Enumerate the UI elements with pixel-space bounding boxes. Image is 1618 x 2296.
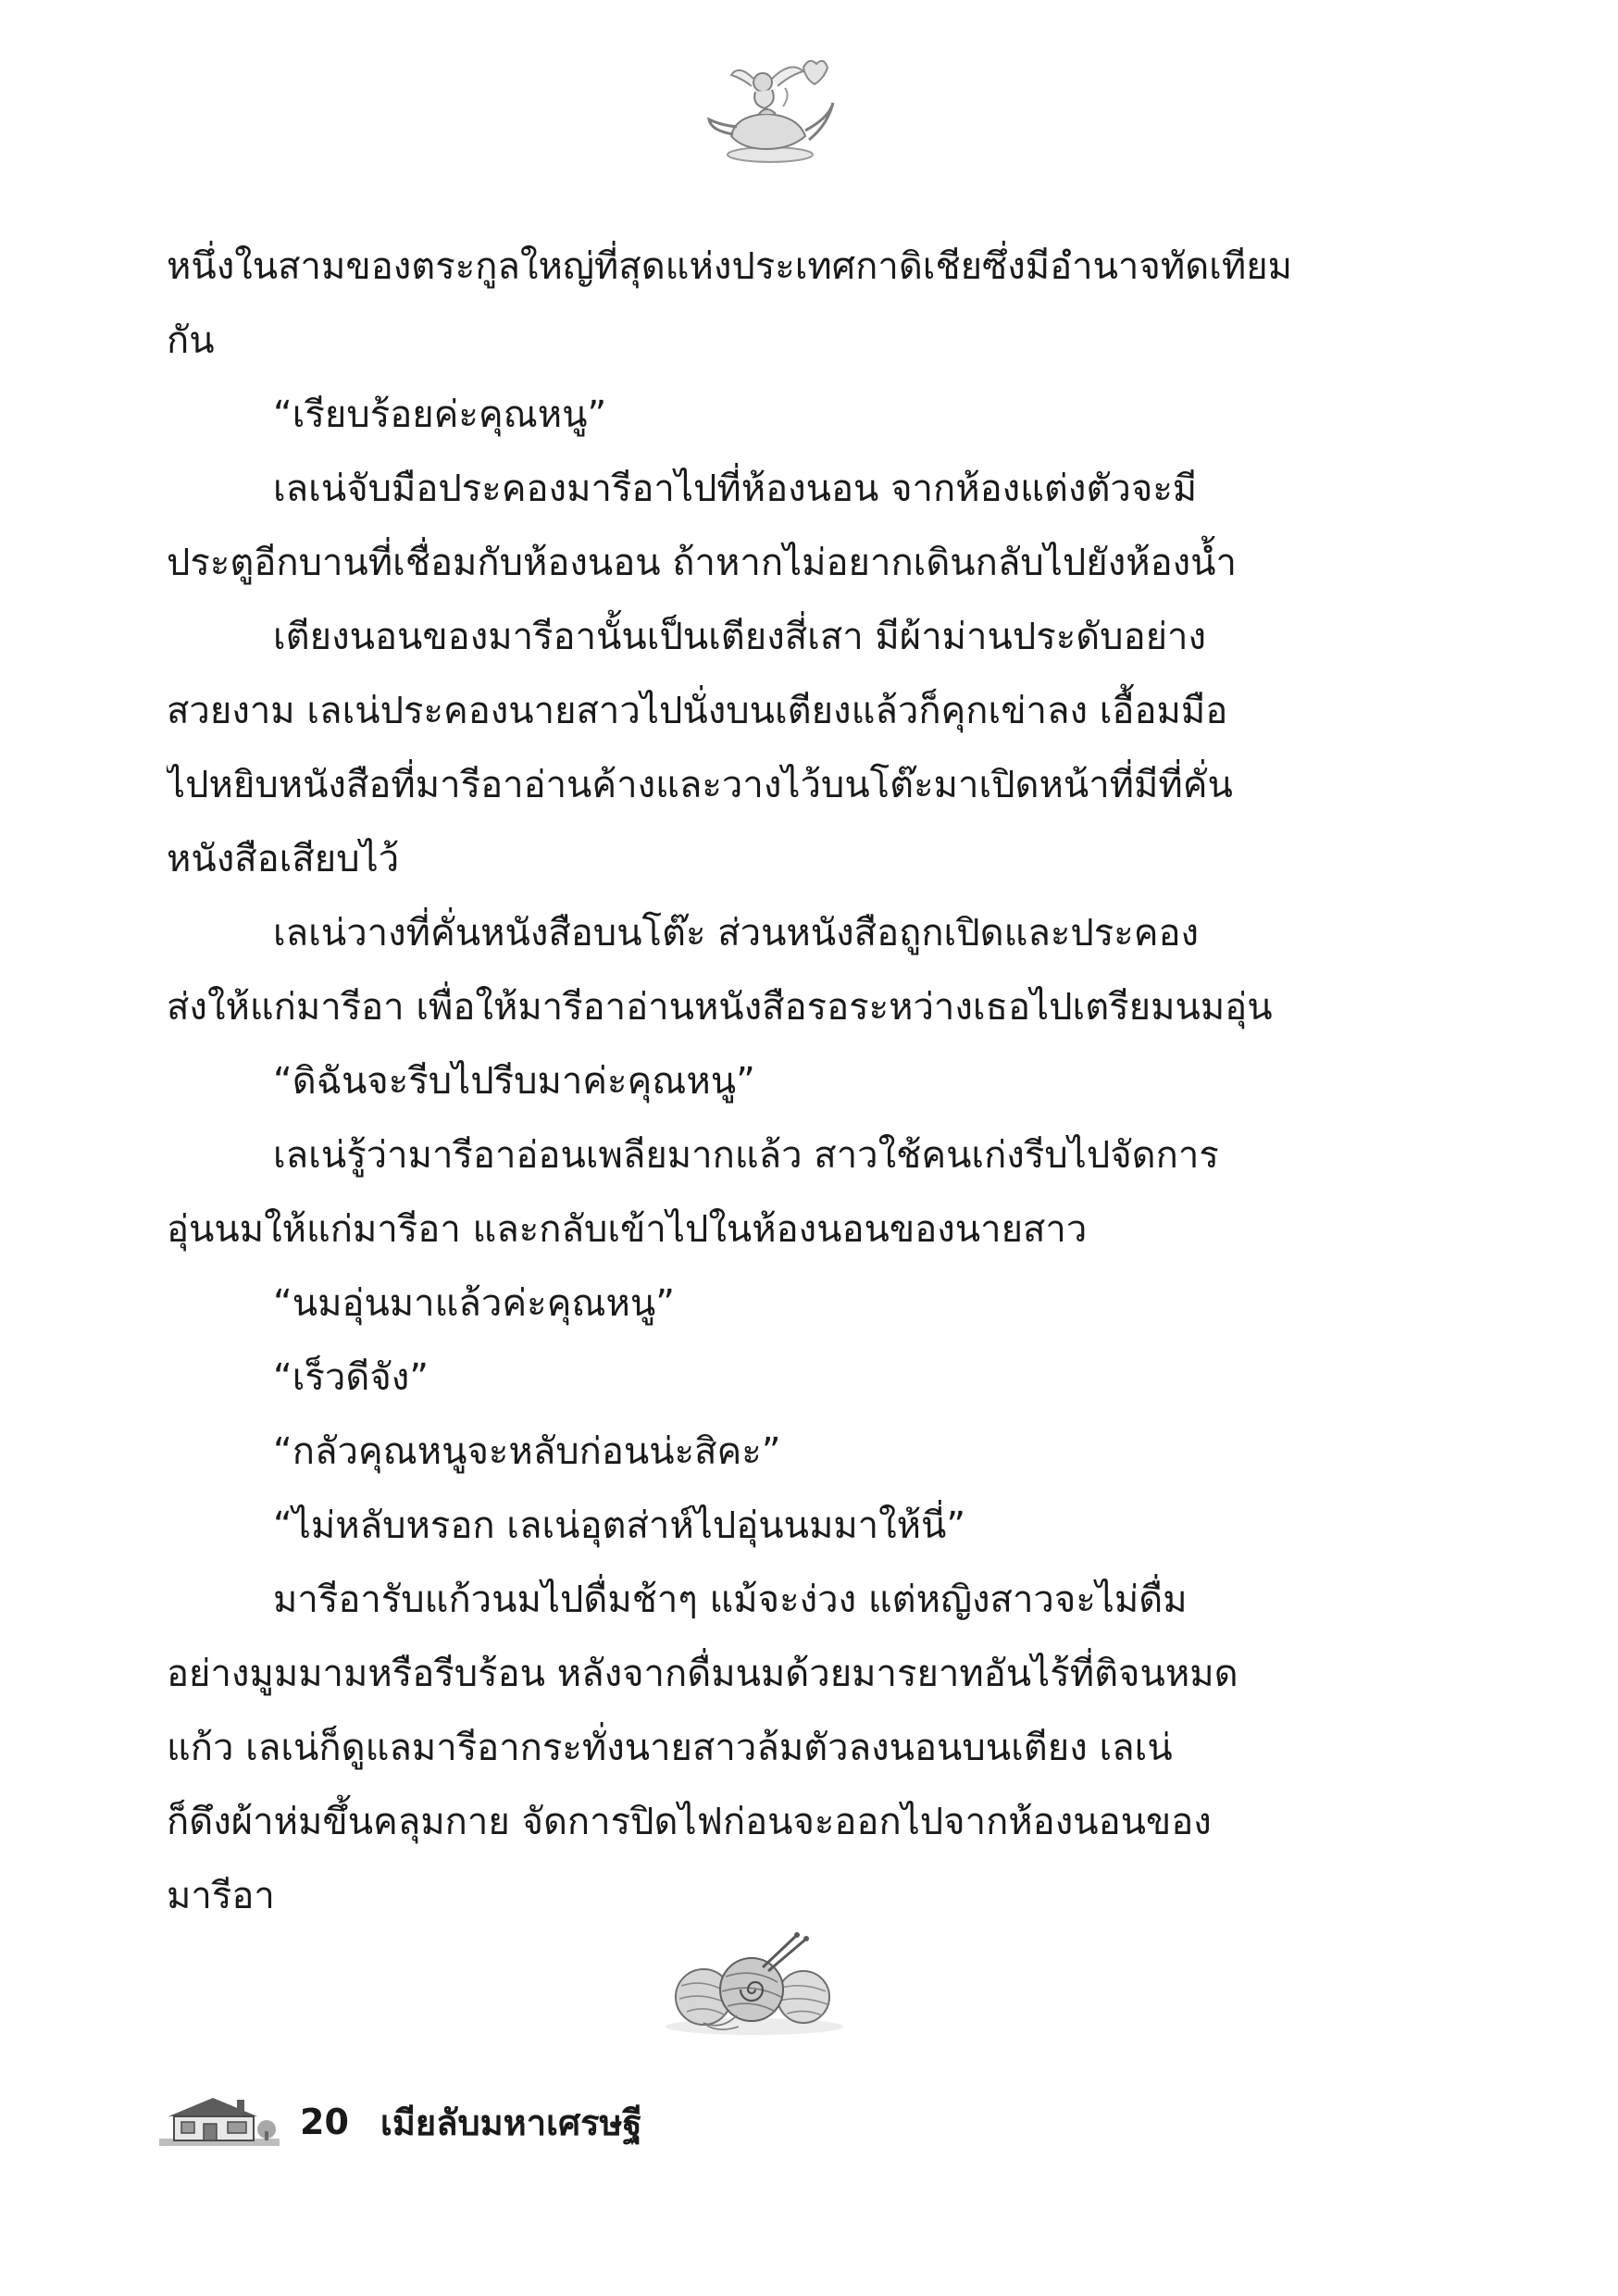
body-line: เลเน่จับมือประคองมารีอาไปที่ห้องนอน จากห้องแต่งตัวจะมี [273, 468, 1198, 510]
house-icon [159, 2094, 280, 2150]
body-line: “ดิฉันจะรีบไปรีบมาค่ะคุณหนู” [273, 1060, 755, 1103]
yarn-balls-with-knitting-needles-ornament-icon [648, 1930, 861, 2041]
body-text [167, 230, 1353, 1933]
body-line: “ไม่หลับหรอก เลเน่อุตส่าห์ไปอุ่นนมมาให้นี่” [273, 1504, 966, 1547]
body-line: “เร็วดีจัง” [273, 1356, 429, 1399]
book-title: เมียลับมหาเศรษฐี [380, 2102, 642, 2143]
body-line: กัน [167, 319, 215, 362]
body-line: ก็ดึงผ้าห่มขึ้นคลุมกาย จัดการปิดไฟก่อนจะออกไปจากห้องนอนของ [167, 1801, 1212, 1843]
body-line: หนึ่งในสามของตระกูลใหญ่ที่สุดแห่งประเทศกาดิเชียซึ่งมีอำนาจทัดเทียม [167, 245, 1293, 288]
body-line: ไปหยิบหนังสือที่มารีอาอ่านค้างและวางไว้บนโต๊ะมาเปิดหน้าที่มีที่คั่น [167, 764, 1233, 806]
body-line: มารีอา [167, 1875, 275, 1917]
body-line: หนังสือเสียบไว้ [167, 838, 400, 880]
body-line: อย่างมูมมามหรือรีบร้อน หลังจากดื่มนมด้วยมารยาทอันไร้ที่ติจนหมด [167, 1653, 1238, 1695]
body-line: “เรียบร้อยค่ะคุณหนู” [273, 393, 607, 436]
body-line: เลเน่รู้ว่ามารีอาอ่อนเพลียมากแล้ว สาวใช้คนเก่งรีบไปจัดการ [273, 1134, 1219, 1177]
body-line: ประตูอีกบานที่เชื่อมกับห้องนอน ถ้าหากไม่อยากเดินกลับไปยังห้องน้ำ [167, 542, 1237, 584]
body-line: สวยงาม เลเน่ประคองนายสาวไปนั่งบนเตียงแล้วก็คุกเข่าลง เอื้อมมือ [167, 690, 1228, 732]
teapot-with-cupid-ornament-icon [694, 51, 842, 171]
body-line: เตียงนอนของมารีอานั้นเป็นเตียงสี่เสา มีผ้าม่านประดับอย่าง [273, 616, 1207, 658]
body-line: ส่งให้แก่มารีอา เพื่อให้มารีอาอ่านหนังสือรอระหว่างเธอไปเตรียมนมอุ่น [167, 986, 1273, 1029]
page-number: 20 [300, 2102, 349, 2142]
body-line: “นมอุ่นมาแล้วค่ะคุณหนู” [273, 1282, 675, 1325]
page-footer [159, 2094, 642, 2150]
body-line: เลเน่วางที่คั่นหนังสือบนโต๊ะ ส่วนหนังสือถูกเปิดและประคอง [273, 912, 1200, 955]
body-line: แก้ว เลเน่ก็ดูแลมารีอากระทั่งนายสาวล้มตัวลงนอนบนเตียง เลเน่ [167, 1727, 1173, 1769]
body-line: “กลัวคุณหนูจะหลับก่อนน่ะสิคะ” [273, 1430, 781, 1473]
body-line: อุ่นนมให้แก่มารีอา และกลับเข้าไปในห้องนอนของนายสาว [167, 1208, 1088, 1251]
body-line: มารีอารับแก้วนมไปดื่มช้าๆ แม้จะง่วง แต่หญิงสาวจะไม่ดื่ม [273, 1578, 1188, 1621]
